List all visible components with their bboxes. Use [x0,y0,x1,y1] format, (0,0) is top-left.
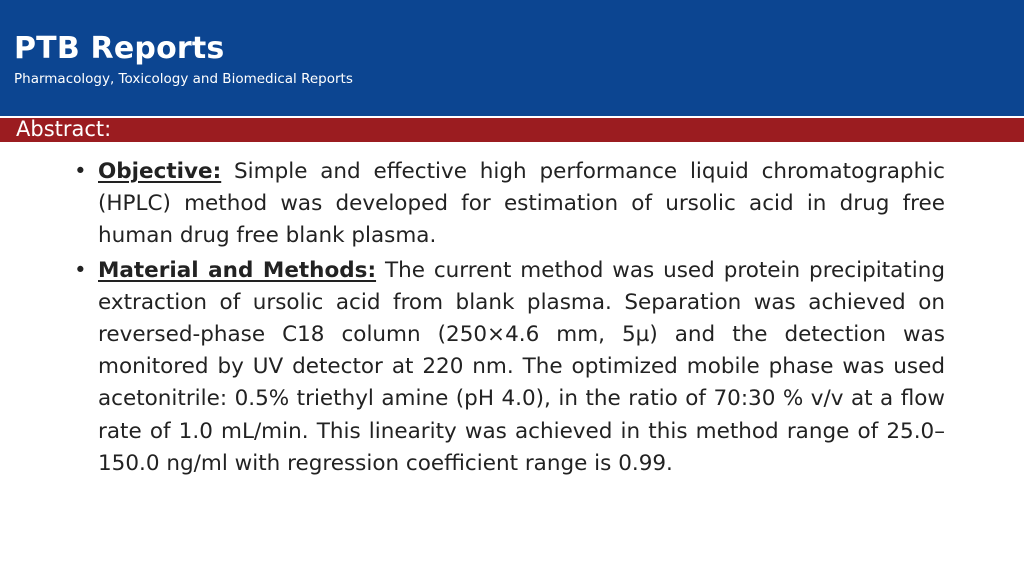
bullet-text-objective: Simple and effective high performance liquid chromatographic (HPLC) method was developed for estimation of ursolic acid in drug free human drug free blank plasma. [98,159,945,249]
header-banner [0,0,1024,116]
section-bar [0,118,1024,142]
bullet-label-methods: Material and Methods: [98,257,377,283]
section-title: Abstract: [16,117,112,141]
bullet-label-objective: Objective: [98,159,222,184]
bullet-text-methods: The current method was used protein precipitating extraction of ursolic acid from blank plasma. Separation was achieved on reversed-phase C18 column (250×4.6 mm, 5µ) and the detection was monitored by UV detector at 220 nm. The optimized mobile phase was used acetonitrile: 0.5% triethyl amine (pH 4.0), in the ratio of 70:30 % v/v at a flow rate of 1.0 mL/min. This linearity was achieved in this method range of 25.0–150.0 ng/ml with regression coefficient range is 0.99. [98,257,945,476]
abstract-content [74,156,945,482]
bullet-methods [74,255,945,480]
brand-title: PTB Reports [14,31,225,66]
bullet-icon: • [74,159,87,184]
brand-subtitle: Pharmacology, Toxicology and Biomedical Reports [14,71,353,87]
bullet-icon: • [74,257,87,283]
bullet-objective [74,156,945,253]
